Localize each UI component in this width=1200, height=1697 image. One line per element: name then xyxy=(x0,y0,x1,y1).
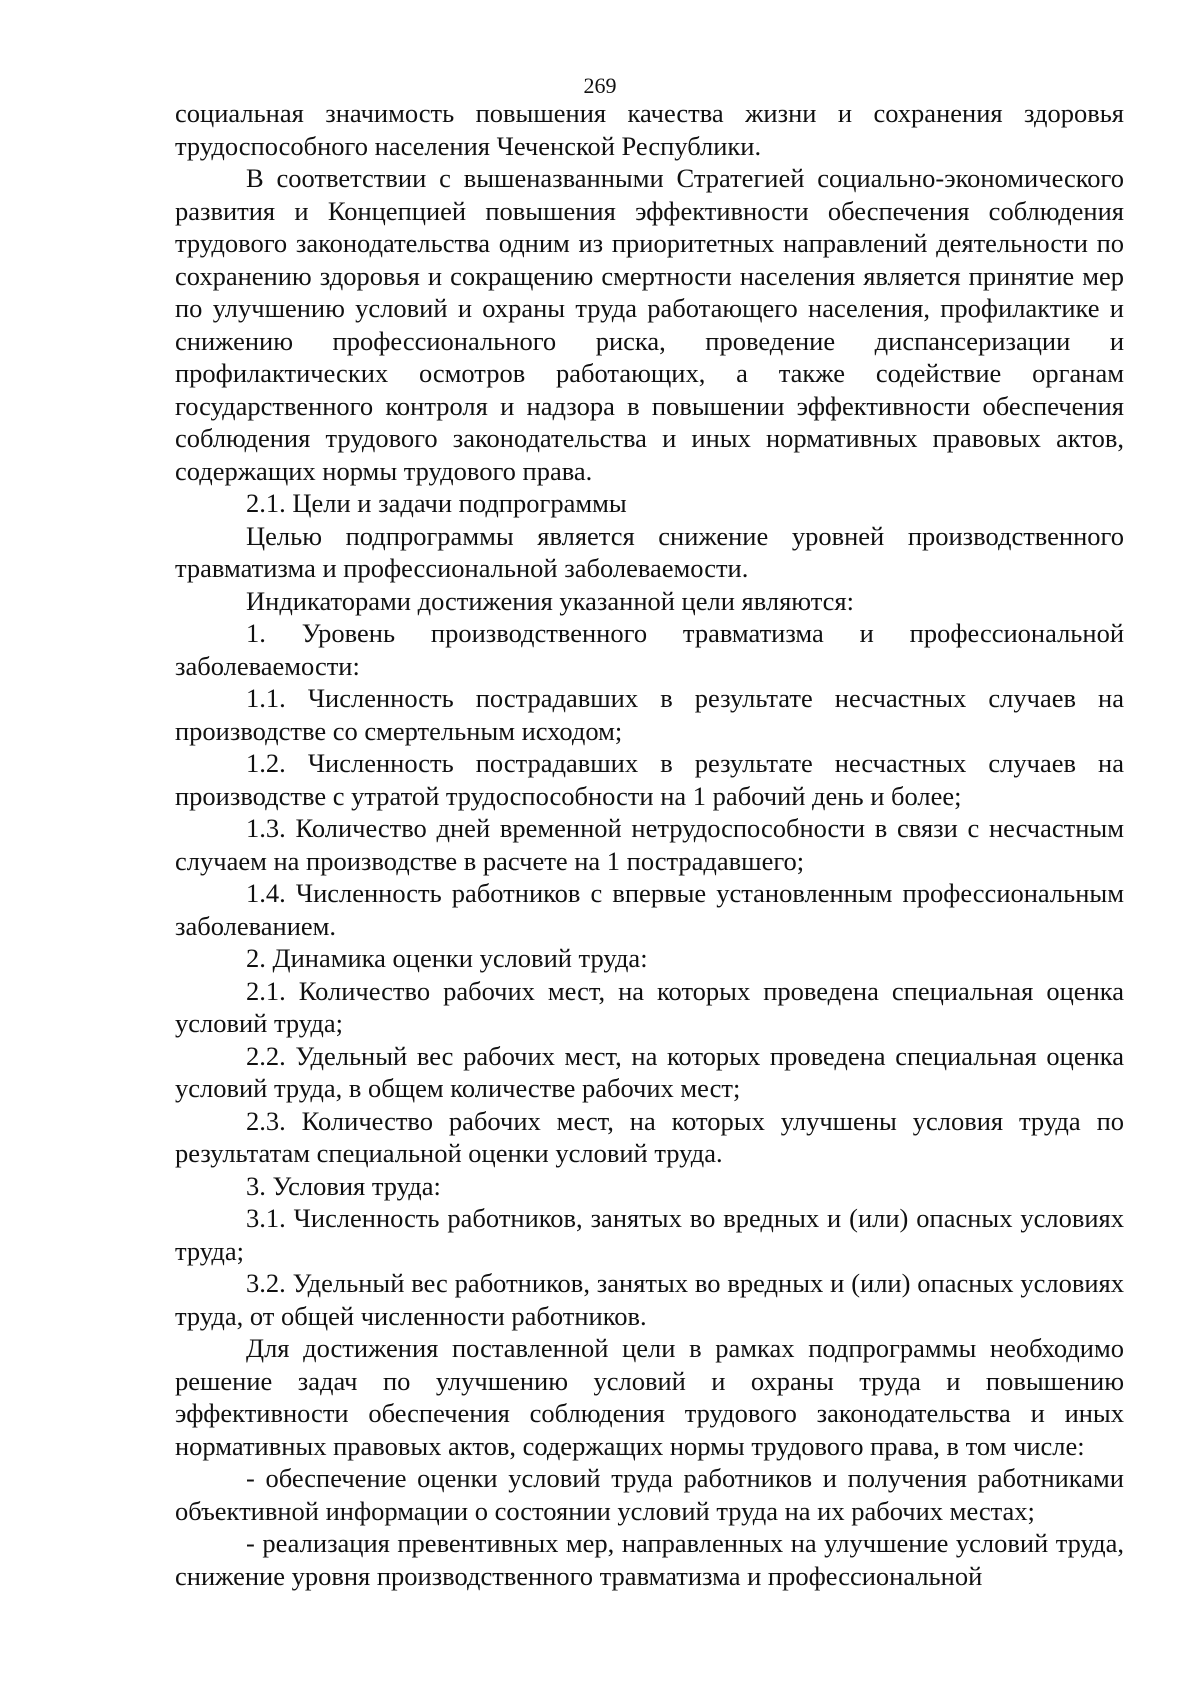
list-item: 2. Динамика оценки условий труда: xyxy=(246,943,648,973)
list-item: 3. Условия труда: xyxy=(246,1170,441,1201)
page-number: 269 xyxy=(583,73,617,98)
bullet-item: - реализация превентивных мер, направленных на улучшение условий труда, снижение уровня производственного травматизма и профессиональной xyxy=(175,1528,1124,1591)
list-item: 1. Уровень производственного травматизма и профессиональной заболеваемости: xyxy=(175,618,1124,681)
paragraph-tasks-intro: Для достижения поставленной цели в рамках подпрограммы необходимо решение задач по улучшению условий и охраны труда и повышению эффективности обеспечения соблюдения трудового законодательства и иных нормативных правовых актов, содержащих нормы трудового права, в том числе: xyxy=(175,1333,1124,1461)
paragraph-indicators-intro: Индикаторами достижения указанной цели являются: xyxy=(246,585,854,616)
list-item: 1.2. Численность пострадавших в результате несчастных случаев на производстве с утратой трудоспособности на 1 рабочий день и более; xyxy=(175,748,1124,811)
paragraph-continuation: социальная значимость повышения качества жизни и сохранения здоровья трудоспособного населения Чеченской Республики. xyxy=(175,98,1124,161)
list-item: 1.4. Численность работников с впервые установленным профессиональным заболеванием. xyxy=(175,878,1124,941)
list-item: 1.1. Численность пострадавших в результате несчастных случаев на производстве со смертельным исходом; xyxy=(175,683,1124,746)
paragraph-goal: Целью подпрограммы является снижение уровней производственного травматизма и профессиональной заболеваемости. xyxy=(175,520,1124,583)
list-item: 3.2. Удельный вес работников, занятых во вредных и (или) опасных условиях труда, от общей численности работников. xyxy=(175,1268,1124,1331)
bullet-item: - обеспечение оценки условий труда работников и получения работниками объективной информации о состоянии условий труда на их рабочих местах; xyxy=(175,1463,1124,1526)
paragraph-strategy: В соответствии с вышеназванными Стратегией социально-экономического развития и Концепцией повышения эффективности обеспечения соблюдения трудового законодательства одним из приоритетных направлений деятельности по сохранению здоровья и сокращению смертности населения является принятие мер по улучшению условий и охраны труда работающего населения, профилактике и снижению профессионального риска, проведение диспансеризации и профилактических осмотров работающих, а также содействие органам государственного контроля и надзора в повышении эффективности обеспечения соблюдения трудового законодательства и иных нормативных правовых актов, содержащих нормы трудового права. xyxy=(175,163,1124,486)
section-heading: 2.1. Цели и задачи подпрограммы xyxy=(246,488,627,518)
list-item: 2.3. Количество рабочих мест, на которых улучшены условия труда по результатам специальной оценки условий труда. xyxy=(175,1105,1124,1168)
body-text xyxy=(175,97,1124,1592)
list-item: 1.3. Количество дней временной нетрудоспособности в связи с несчастным случаем на производстве в расчете на 1 пострадавшего; xyxy=(175,813,1124,876)
list-item: 3.1. Численность работников, занятых во вредных и (или) опасных условиях труда; xyxy=(175,1203,1124,1266)
list-item: 2.1. Количество рабочих мест, на которых проведена специальная оценка условий труда; xyxy=(175,975,1124,1038)
list-item: 2.2. Удельный вес рабочих мест, на которых проведена специальная оценка условий труда, в общем количестве рабочих мест; xyxy=(175,1040,1124,1103)
